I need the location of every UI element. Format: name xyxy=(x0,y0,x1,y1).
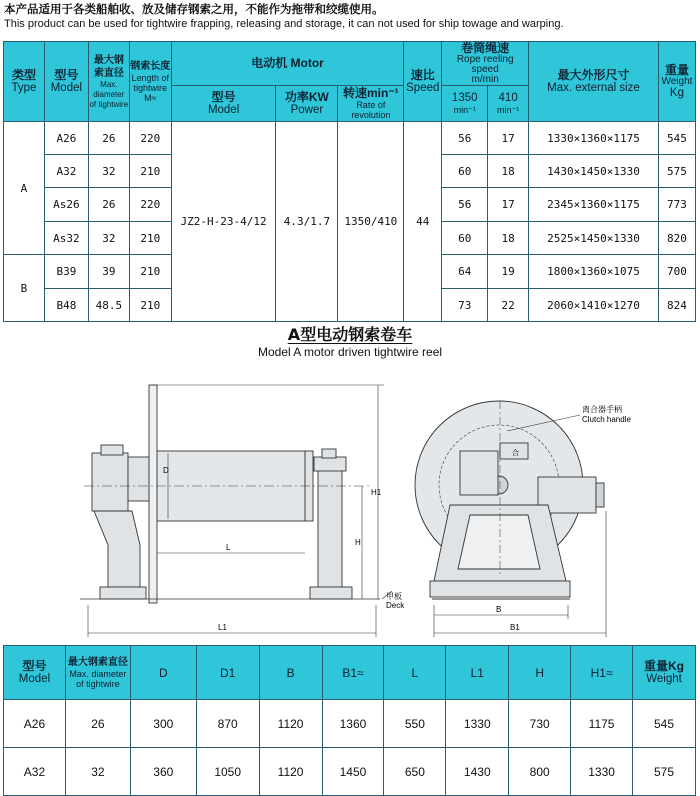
spec-th-motor: 电动机 Motor xyxy=(171,42,404,86)
spec-th-diameter: 最大钢索直径 Max. diameter of tightwire xyxy=(88,42,129,122)
dim-th-h1: H1≈ xyxy=(571,646,633,700)
cell-l1: 1330 xyxy=(446,700,509,748)
cell-ext: 1330×1360×1175 xyxy=(529,122,659,155)
dim-th-l: L xyxy=(384,646,446,700)
cell-wt: 773 xyxy=(658,188,695,222)
cell-wt: 820 xyxy=(658,222,695,255)
label-l: L xyxy=(226,543,231,552)
spec-th-motor-model: 型号 Model xyxy=(171,86,276,122)
side-view xyxy=(92,385,352,603)
cell-l: 650 xyxy=(384,748,446,796)
cell-len: 210 xyxy=(129,255,171,289)
dim-th-weight: 重量Kg Weight xyxy=(633,646,696,700)
figure-title-cn: A型电动钢索卷车 xyxy=(287,325,413,344)
cell-len: 210 xyxy=(129,155,171,188)
cell-wt: 545 xyxy=(633,700,696,748)
motor-end xyxy=(596,483,604,507)
dim-l1 xyxy=(88,605,376,637)
dim-th-b: B xyxy=(259,646,322,700)
spec-th-type: 类型 Type xyxy=(4,42,45,122)
cell-dia: 32 xyxy=(88,222,129,255)
cell-dia: 39 xyxy=(88,255,129,289)
gearbox xyxy=(92,453,128,511)
cell-h: 730 xyxy=(509,700,571,748)
cell-len: 210 xyxy=(129,222,171,255)
table-row xyxy=(4,122,696,155)
cell-h: 800 xyxy=(509,748,571,796)
cell-l1: 1430 xyxy=(446,748,509,796)
cell-s410: 18 xyxy=(488,155,529,188)
label-l1: L1 xyxy=(218,623,227,632)
cell-wt: 575 xyxy=(633,748,696,796)
label-d: D xyxy=(163,466,169,475)
intro-en: This product can be used for tightwire frapping, releasing and storage, it can not used for ship towage and warping. xyxy=(4,18,564,30)
reel-drawing xyxy=(0,365,700,637)
label-b: B xyxy=(496,605,502,614)
dim-th-l1: L1 xyxy=(446,646,509,700)
type-b-cell: B xyxy=(4,255,45,322)
cell-d1: 870 xyxy=(196,700,259,748)
cell-s1350: 56 xyxy=(442,188,488,222)
cell-ext: 1430×1450×1330 xyxy=(529,155,659,188)
cell-s1350: 64 xyxy=(442,255,488,289)
spec-th-length: 钢索长度 Length of tightwire M≈ xyxy=(129,42,171,122)
deck-label-en: Deck xyxy=(386,601,405,610)
cell-len: 210 xyxy=(129,289,171,322)
cell-dia: 26 xyxy=(65,700,130,748)
cell-model: B39 xyxy=(44,255,88,289)
speed-ratio-cell: 44 xyxy=(404,122,442,322)
intro xyxy=(4,2,696,31)
cell-s1350: 60 xyxy=(442,222,488,255)
cell-s410: 22 xyxy=(488,289,529,322)
revolution-cell: 1350/410 xyxy=(338,122,404,322)
cell-dia: 26 xyxy=(88,122,129,155)
cell-model: B48 xyxy=(44,289,88,322)
cell-s410: 18 xyxy=(488,222,529,255)
gearbox-cap xyxy=(101,445,123,455)
cell-b1: 1450 xyxy=(322,748,384,796)
cell-ext: 2345×1360×1175 xyxy=(529,188,659,222)
spec-th-power: 功率KW Power xyxy=(276,86,338,122)
motor-model-cell: JZ2-H-23-4/12 xyxy=(171,122,276,322)
dim-th-b1: B1≈ xyxy=(322,646,384,700)
cell-s410: 19 xyxy=(488,255,529,289)
front-gearbox xyxy=(460,451,498,495)
cell-len: 220 xyxy=(129,122,171,155)
cell-d1: 1050 xyxy=(196,748,259,796)
dim-th-d1: D1 xyxy=(196,646,259,700)
cell-model: As32 xyxy=(44,222,88,255)
frame-cutout xyxy=(458,515,540,569)
cell-wt: 824 xyxy=(658,289,695,322)
clutch-label-en: Clutch handle xyxy=(582,415,631,424)
cell-h1: 1175 xyxy=(571,700,633,748)
spec-th-model: 型号 Model xyxy=(44,42,88,122)
cell-wt: 575 xyxy=(658,155,695,188)
cell-wt: 700 xyxy=(658,255,695,289)
cell-dia: 26 xyxy=(88,188,129,222)
front-base xyxy=(430,581,570,597)
cell-ext: 2060×1410×1270 xyxy=(529,289,659,322)
cell-d: 360 xyxy=(130,748,196,796)
figure-title-en: Model A motor driven tightwire reel xyxy=(257,345,443,359)
cell-wt: 545 xyxy=(658,122,695,155)
right-bearing xyxy=(314,457,346,471)
cell-model: As26 xyxy=(44,188,88,222)
dim-table xyxy=(3,645,696,796)
type-a-cell: A xyxy=(4,122,45,255)
label-b1: B1 xyxy=(510,623,520,632)
intro-cn: 本产品适用于各类船舶收、放及储存钢索之用，不能作为拖带和绞缆使用。 xyxy=(4,2,384,16)
cell-model: A26 xyxy=(44,122,88,155)
power-cell: 4.3/1.7 xyxy=(276,122,338,322)
cell-l: 550 xyxy=(384,700,446,748)
gear-mark: 合 xyxy=(512,450,519,457)
dim-th-diameter: 最大钢索直径 Max. diameter of tightwire xyxy=(65,646,130,700)
spec-th-external: 最大外形尺寸 Max. external size xyxy=(529,42,659,122)
table-row xyxy=(4,700,696,748)
cell-model: A26 xyxy=(4,700,66,748)
cell-s1350: 60 xyxy=(442,155,488,188)
left-flange xyxy=(149,385,157,603)
spec-th-weight: 重量 Weight Kg xyxy=(658,42,695,122)
dim-th-h: H xyxy=(509,646,571,700)
cell-b: 1120 xyxy=(259,700,322,748)
cell-model: A32 xyxy=(44,155,88,188)
cell-s410: 17 xyxy=(488,122,529,155)
spec-th-1350: 1350 min⁻¹ xyxy=(442,86,488,122)
cell-dia: 32 xyxy=(65,748,130,796)
dim-th-model: 型号 Model xyxy=(4,646,66,700)
cell-s1350: 73 xyxy=(442,289,488,322)
cell-len: 220 xyxy=(129,188,171,222)
cell-d: 300 xyxy=(130,700,196,748)
spec-th-revolution: 转速min⁻¹ Rate of revolution xyxy=(338,86,404,122)
label-h: H xyxy=(355,538,361,547)
left-pedestal xyxy=(94,511,140,587)
label-h1: H1 xyxy=(371,488,382,497)
cell-b1: 1360 xyxy=(322,700,384,748)
cell-model: A32 xyxy=(4,748,66,796)
cell-s410: 17 xyxy=(488,188,529,222)
spec-th-410: 410 min⁻¹ xyxy=(488,86,529,122)
table-row xyxy=(4,748,696,796)
spec-table xyxy=(3,41,696,322)
cell-s1350: 56 xyxy=(442,122,488,155)
spec-th-reel-speed: 卷筒绳速 Rope reeling speed m/min xyxy=(442,42,529,86)
left-foot xyxy=(100,587,146,599)
dim-th-d: D xyxy=(130,646,196,700)
spec-th-speed: 速比 Speed xyxy=(404,42,442,122)
cell-h1: 1330 xyxy=(571,748,633,796)
deck-label-cn: 甲板 xyxy=(386,592,402,601)
cell-ext: 2525×1450×1330 xyxy=(529,222,659,255)
cell-dia: 48.5 xyxy=(88,289,129,322)
right-foot xyxy=(310,587,352,599)
cell-b: 1120 xyxy=(259,748,322,796)
bearing-cap xyxy=(322,449,336,458)
cell-ext: 1800×1360×1075 xyxy=(529,255,659,289)
motor-coupling xyxy=(128,457,149,501)
cell-dia: 32 xyxy=(88,155,129,188)
right-pedestal xyxy=(318,461,342,587)
clutch-label-cn: 离合器手柄 xyxy=(582,405,622,414)
